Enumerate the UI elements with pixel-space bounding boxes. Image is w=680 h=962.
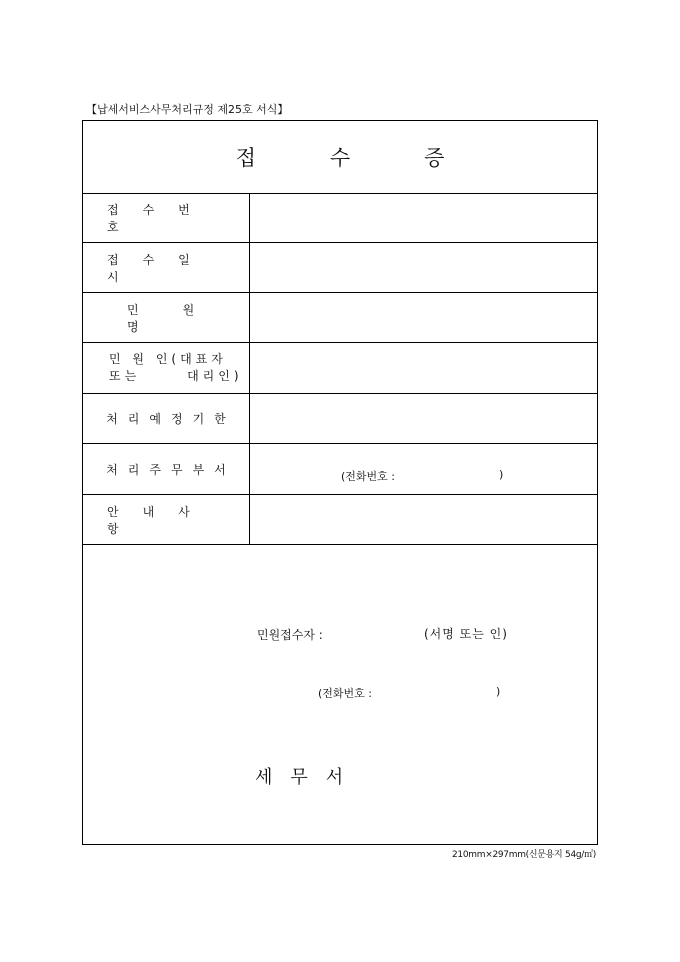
row-petitioner [83,343,597,394]
form-title: 접수증 [235,146,519,170]
receiver-label: 민원접수자 : [257,628,323,642]
label-receipt-datetime: 접수일시 [83,243,250,292]
label-petitioner [83,343,250,393]
label-expected-deadline: 처리예정기한 [83,394,250,443]
value-guidance[interactable] [250,495,597,544]
value-handling-department[interactable] [250,444,597,494]
label-petitioner-line1: 민 원 인(대표자 [109,352,227,366]
value-petition-name[interactable] [250,293,597,342]
receipt-form [82,120,598,845]
row-petition-name [83,293,597,343]
department-phone-close: ) [499,468,504,481]
signature-area [83,545,597,844]
paper-spec: 210mm×297mm(신문용지 54g/㎡) [452,850,596,860]
row-receipt-number [83,193,597,243]
label-receipt-number: 접수번호 [83,193,250,242]
department-phone-label: (전화번호 : [341,470,395,483]
label-petitioner-line2: 또는 대리인) [109,369,243,383]
signature-note: (서명 또는 인) [424,627,508,641]
form-code-label: 【납세서비스사무처리규정 제25호 서식】 [86,103,289,116]
label-guidance: 안내사항 [83,495,250,544]
tax-office-name: 세무서 [255,767,362,788]
value-petitioner[interactable] [250,343,597,393]
receiver-phone [318,685,501,701]
value-receipt-number[interactable] [250,193,597,242]
label-handling-department: 처리주무부서 [83,444,250,494]
row-handling-department [83,444,597,495]
value-expected-deadline[interactable] [250,394,597,443]
label-petition-name: 민원명 [83,293,250,342]
row-receipt-datetime [83,243,597,293]
row-guidance [83,495,597,545]
title-row [83,121,597,194]
row-expected-deadline [83,394,597,444]
receiver-phone-close: ) [496,685,501,698]
value-receipt-datetime[interactable] [250,243,597,292]
department-phone [341,468,504,484]
receiver-phone-label: (전화번호 : [318,687,372,700]
